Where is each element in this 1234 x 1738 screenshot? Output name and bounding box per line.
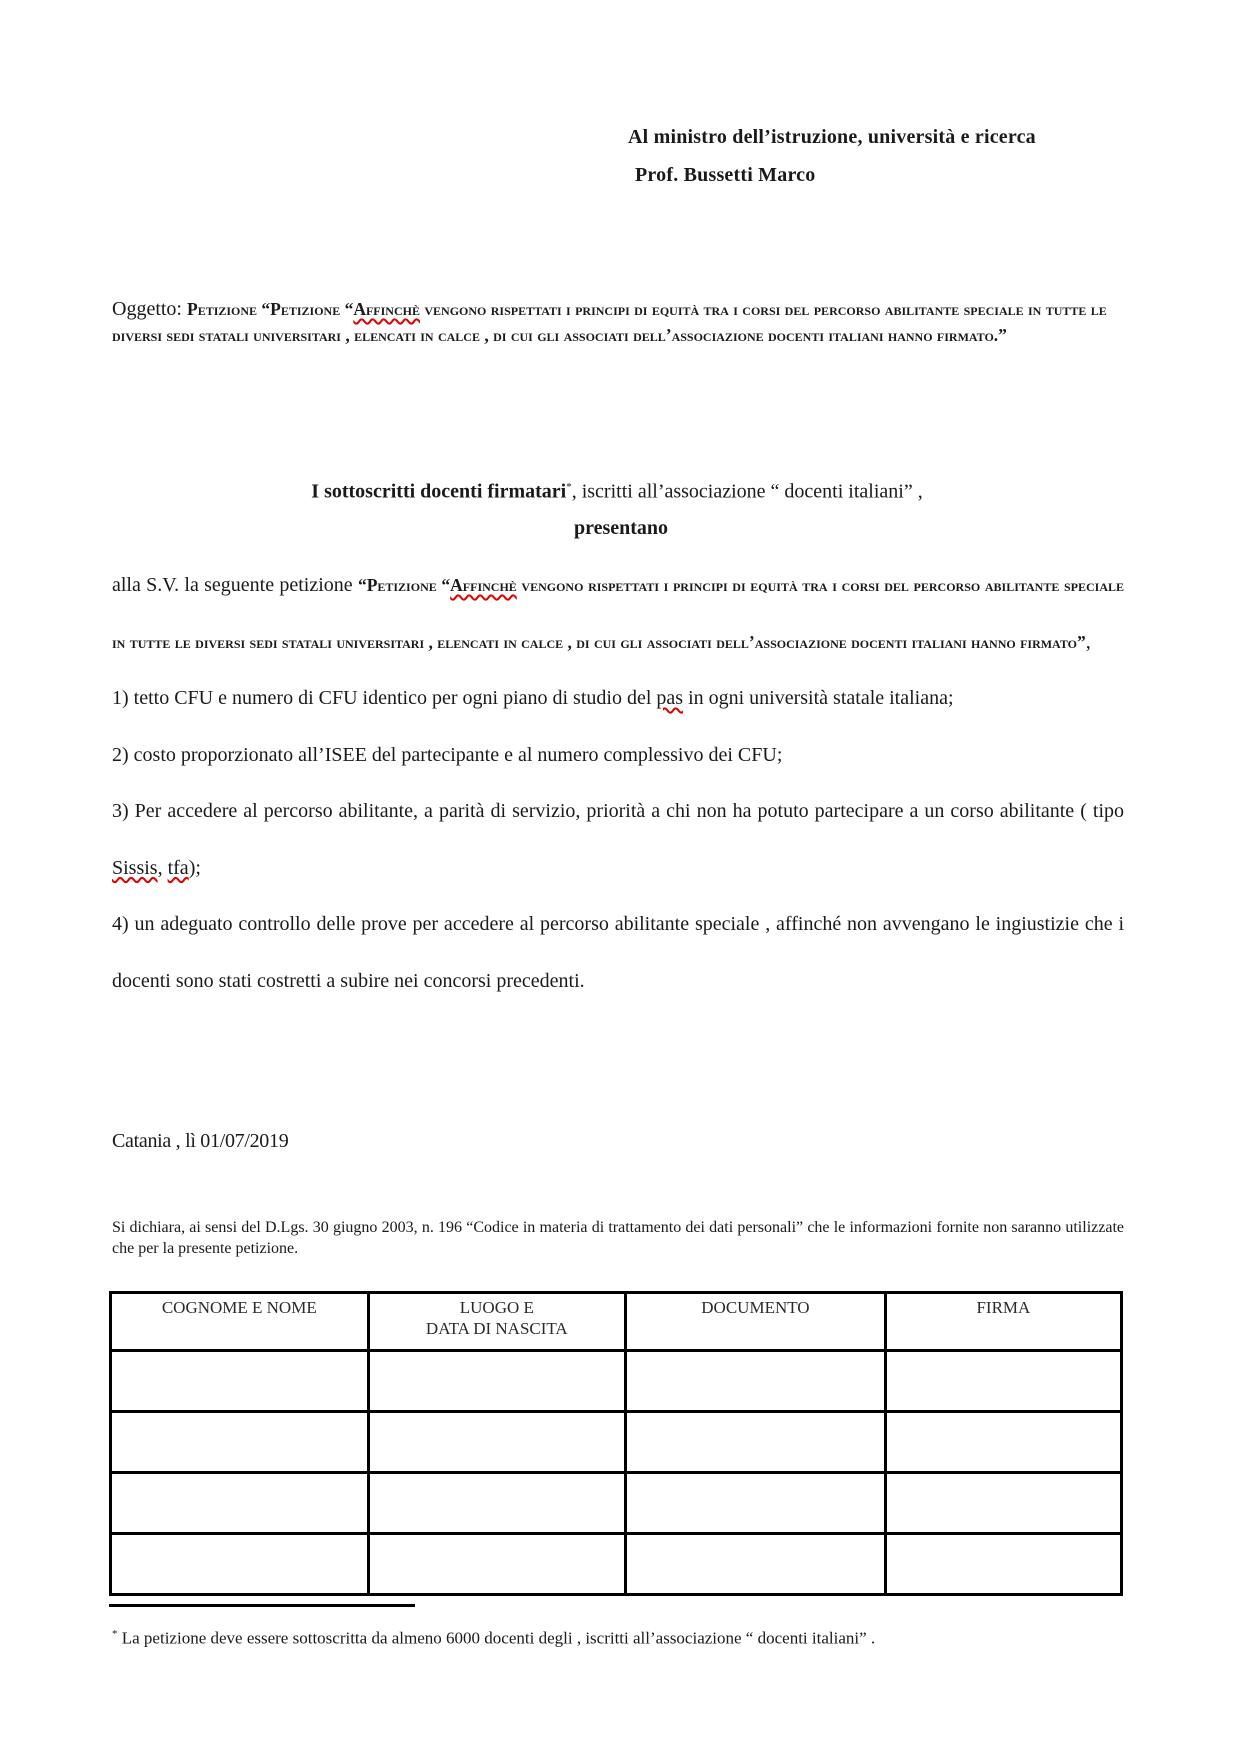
subject-misspelled-word: Affinchè	[353, 299, 420, 319]
header-firma: FIRMA	[885, 1293, 1121, 1351]
footnote-reference: *	[566, 481, 572, 493]
cell-name[interactable]	[111, 1534, 369, 1595]
footnote-text: La petizione deve essere sottoscritta da almeno 6000 docenti degli , iscritti all’associazione “ docenti italiani” .	[117, 1628, 876, 1648]
item-text: 2) costo proporzionato all’ISEE del partecipante e al numero complessivo dei CFU;	[112, 743, 783, 766]
petition-misspelled-word: Affinchè	[450, 575, 517, 595]
header-luogo-data-nascita	[368, 1293, 626, 1351]
recipient-block	[628, 118, 1036, 194]
intro-signatories: I sottoscritti docenti firmatari	[311, 480, 567, 503]
signature-table	[109, 1291, 1123, 1596]
petition-trail: ,	[1085, 630, 1091, 653]
petition-title-part1: “Petizione “	[357, 575, 451, 595]
footnote-mark: *	[112, 1628, 118, 1640]
cell-signature[interactable]	[885, 1351, 1121, 1412]
cell-document[interactable]	[626, 1351, 886, 1412]
header-line: DATA DI NASCITA	[425, 1319, 568, 1338]
presentano-heading: presentano	[573, 517, 669, 539]
place-date-line: Catania , lì 01/07/2019	[112, 1130, 289, 1152]
cell-name[interactable]	[111, 1412, 369, 1473]
cell-document[interactable]	[626, 1473, 886, 1534]
subject-block	[112, 296, 1122, 348]
intro-line	[0, 472, 1234, 507]
cell-name[interactable]	[111, 1351, 369, 1412]
item-text: ,	[157, 856, 168, 879]
request-item-4	[112, 896, 1124, 1009]
petition-title-part2: vengono rispettati i principi di equità tra i corsi del percorso abilitante speciale in tutte le diversi sedi statali universitari , elencati in calce , di cui gli associati dell’associazione docenti italiani hanno firmato”	[112, 575, 1125, 652]
spellcheck-flag: pas	[656, 687, 684, 709]
request-item-3	[112, 783, 1124, 896]
subject-label: Oggetto:	[112, 298, 187, 320]
footnote	[112, 1622, 875, 1651]
item-text: in ogni università statale italiana;	[683, 687, 954, 709]
item-text: 4) un adeguato controllo delle prove per accedere al percorso abilitante speciale , affinché non avvengano le ingiustizie che i docenti sono stati costretti a subire nei concorsi precedenti.	[112, 913, 1124, 992]
spellcheck-flag: tfa	[167, 856, 189, 879]
spellcheck-flag: Sissis	[112, 856, 158, 879]
item-text: 3) Per accedere al percorso abilitante, a parità di servizio, priorità a chi non ha potuto partecipare a un corso abilitante ( tipo	[112, 800, 1124, 822]
petition-paragraph	[112, 557, 1124, 670]
table-header-row	[111, 1293, 1122, 1351]
subject-title-part2: vengono rispettati i principi di equità tra i corsi del percorso abilitante speciale in tutte le diversi sedi statali universitari , elencati in calce , di cui gli associati dell’associazione docenti italiani hanno firmato.”	[112, 299, 1107, 345]
item-text: );	[188, 856, 201, 879]
subject-title-part1: Petizione “Petizione “	[187, 299, 354, 319]
cell-birth[interactable]	[368, 1534, 626, 1595]
table-row	[111, 1534, 1122, 1595]
cell-document[interactable]	[626, 1534, 886, 1595]
header-line: LUOGO E	[459, 1298, 534, 1317]
header-cognome-nome: COGNOME E NOME	[111, 1293, 369, 1351]
cell-birth[interactable]	[368, 1351, 626, 1412]
header-documento: DOCUMENTO	[626, 1293, 886, 1351]
footnote-separator	[109, 1604, 415, 1607]
petition-lead: alla S.V. la seguente petizione	[112, 574, 358, 596]
cell-name[interactable]	[111, 1473, 369, 1534]
table-row	[111, 1351, 1122, 1412]
table-row	[111, 1473, 1122, 1534]
cell-signature[interactable]	[885, 1473, 1121, 1534]
recipient-line-minister: Al ministro dell’istruzione, università e ricerca	[628, 126, 1036, 148]
cell-document[interactable]	[626, 1412, 886, 1473]
privacy-declaration: Si dichiara, ai sensi del D.Lgs. 30 giugno 2003, n. 196 “Codice in materia di trattamento dei dati personali” che le informazioni fornite non saranno utilizzate che per la presente petizione.	[112, 1219, 1124, 1257]
cell-birth[interactable]	[368, 1473, 626, 1534]
request-item-1	[112, 670, 1124, 727]
cell-signature[interactable]	[885, 1534, 1121, 1595]
table-row	[111, 1412, 1122, 1473]
intro-rest: , iscritti all’associazione “ docenti italiani” ,	[571, 480, 923, 503]
recipient-line-name: Prof. Bussetti Marco	[635, 164, 816, 186]
item-text: 1) tetto CFU e numero di CFU identico per ogni piano di studio del	[112, 687, 657, 709]
cell-birth[interactable]	[368, 1412, 626, 1473]
cell-signature[interactable]	[885, 1412, 1121, 1473]
request-item-2	[112, 727, 1124, 784]
petition-body	[112, 557, 1124, 1009]
